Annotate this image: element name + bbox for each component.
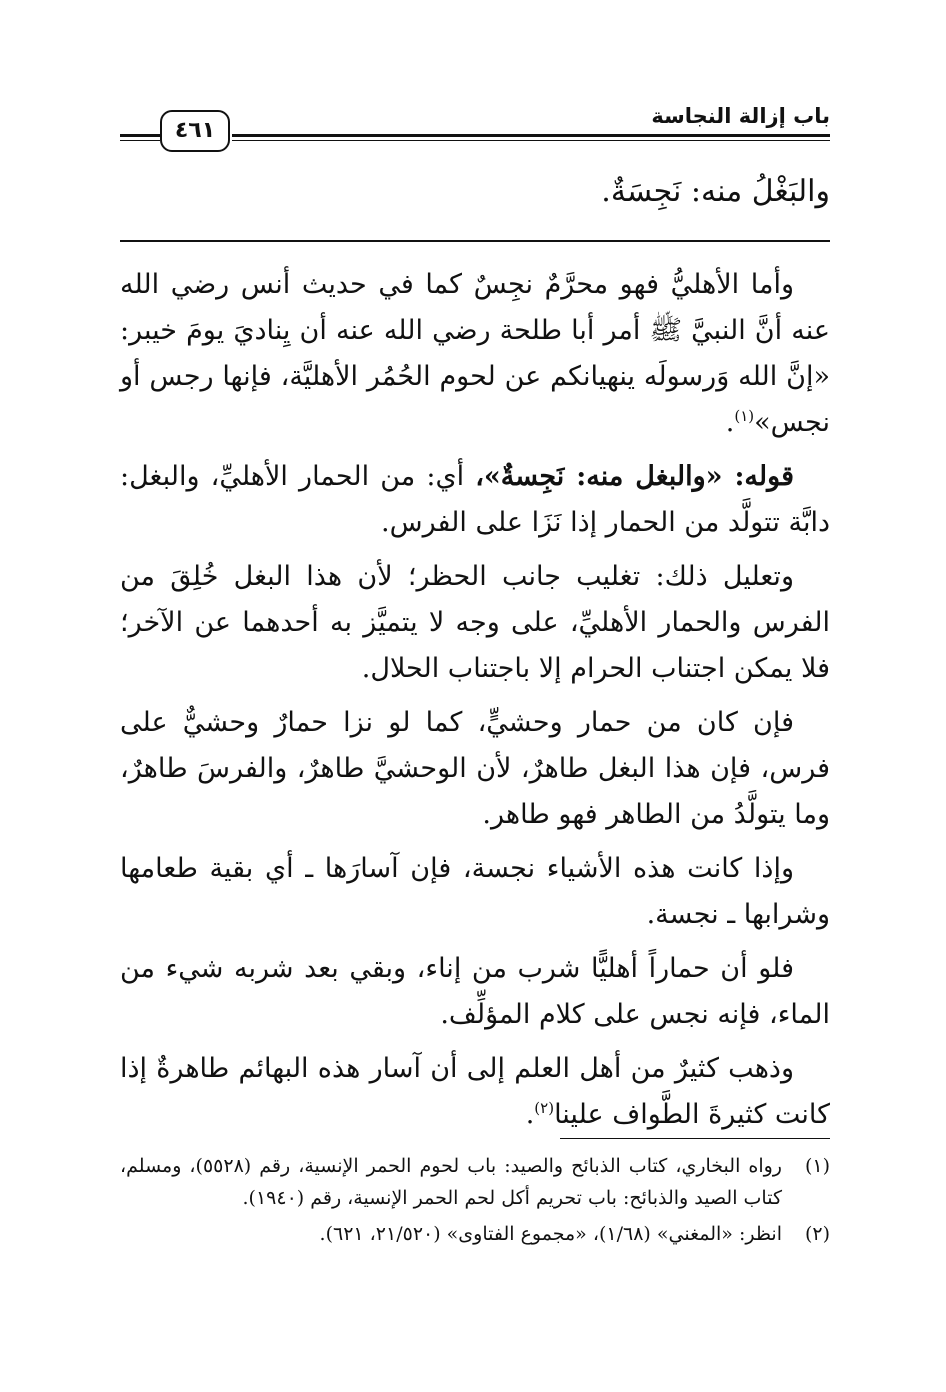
paragraph [120,846,830,938]
paragraph-text: فلو أن حماراً أهليًّا شرب من إناء، وبقي بعد شربه شيء من الماء، فإنه نجس على كلام المؤلِّف. [120,953,830,1030]
header-rule-thick [232,134,830,137]
paragraph [120,700,830,838]
paragraph-text: وذهب كثيرٌ من أهل العلم إلى أن آسار هذه البهائم طاهرةٌ إذا كانت كثيرةَ الطَّواف علينا [120,1053,830,1130]
header-rule-left-thick [120,134,160,137]
paragraph [120,262,830,446]
page-number: ٤٦١ [160,110,230,152]
header-rule-left-thin [120,140,160,141]
matn-text: والبَغْلُ منه: نَجِسَةٌ. [601,174,830,209]
paragraph-tail: . [525,1099,535,1130]
paragraph [120,554,830,692]
matn-separator [120,240,830,242]
commentary-body [120,262,830,1138]
footnote-ref[interactable]: (١) [734,407,755,425]
footnote-number: (١) [804,1155,830,1177]
quoted-matn: قوله: «والبغل منه: نَجِسةٌ»، [475,461,794,492]
footnote [120,1150,830,1214]
footnote-ref[interactable]: (٢) [534,1099,555,1117]
header-rule-thin [232,140,830,141]
paragraph-text: وتعليل ذلك: تغليب جانب الحظر؛ لأن هذا البغل خُلِقَ من الفرس والحمار الأهليِّ، على وجه لا يتميَّز به أحدهما عن الآخر؛ فلا يمكن اجتناب الحرام إلا باجتناب الحلال. [120,561,830,684]
footnote-separator [560,1138,830,1139]
footnote-text: انظر: «المغني» (١/٦٨)، «مجموع الفتاوى» (٢١/٥٢٠، ٦٢١). [319,1223,782,1245]
paragraph-tail: . [725,407,735,438]
paragraph [120,946,830,1038]
paragraph-text: وإذا كانت هذه الأشياء نجسة، فإن آسارَها ـ أي بقية طعامها وشرابها ـ نجسة. [120,853,830,930]
paragraph-text: فإن كان من حمار وحشيٍّ، كما لو نزا حمارٌ وحشيٌّ على فرس، فإن هذا البغل طاهرٌ، لأن الوحشيَّ طاهرٌ، والفرسَ طاهرٌ، وما يتولَّدُ من الطاهر فهو طاهر. [120,707,830,830]
chapter-title: باب إزالة النجاسة [651,104,830,128]
footnote-text: رواه البخاري، كتاب الذبائح والصيد: باب لحوم الحمر الإنسية، رقم (٥٥٢٨)، ومسلم، كتاب الصيد والذبائح: باب تحريم أكل لحم الحمر الإنسية، رقم (١٩٤٠). [120,1155,782,1209]
paragraph-text: أي: من الحمار الأهليِّ، والبغل: دابَّة تتولَّد من الحمار إذا نَزَا على الفرس. [120,461,830,538]
paragraph [120,1046,830,1138]
paragraph [120,454,830,546]
paragraph-text: وأما الأهليُّ فهو محرَّمٌ نجِسٌ كما في حديث أنس رضي الله عنه أنَّ النبيَّ ﷺ أمر أبا طلحة رضي الله عنه أن يِناديَ يومَ خيبر: «إنَّ الله وَرسولَه ينهيانكم عن لحوم الحُمُر الأهليَّة، فإنها رجس أو نجس» [120,269,830,438]
footnote-number: (٢) [804,1223,830,1245]
page-header [120,100,830,156]
footnotes [120,1150,830,1254]
footnote [120,1218,830,1250]
